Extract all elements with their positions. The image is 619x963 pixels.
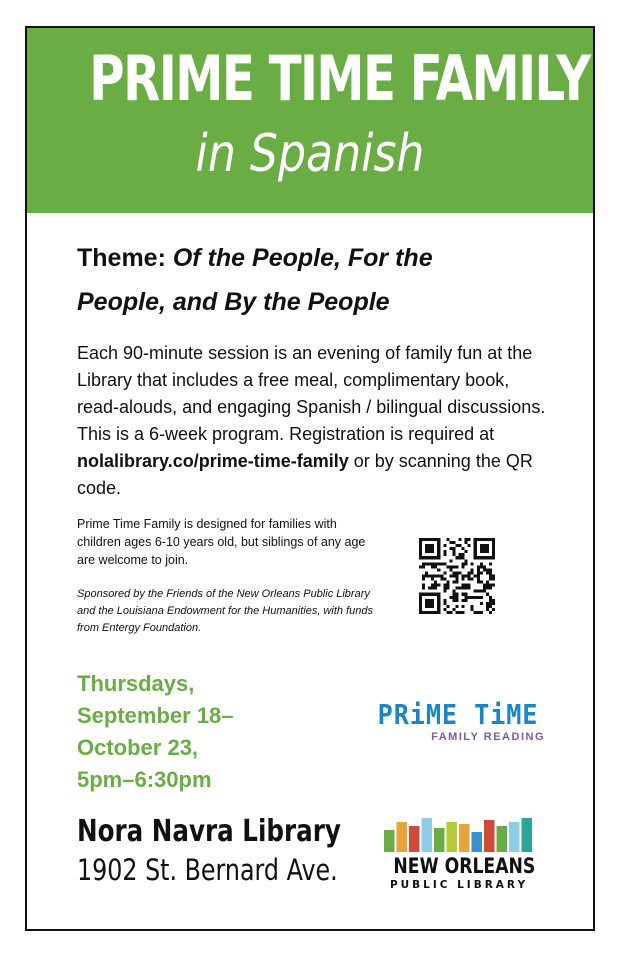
nopl-bars-icon xyxy=(383,818,533,852)
nopl-bar xyxy=(397,822,408,852)
description-text: Each 90-minute session is an evening of family fun at the Library that includes a free meal, complimentary book, read-alouds, and engaging Spanish / bilingual discussions. This is a 6-week program. Registration is required at xyxy=(77,343,546,444)
nopl-bar xyxy=(447,822,458,852)
nopl-bar xyxy=(484,820,495,852)
schedule-start: September 18– xyxy=(77,703,234,728)
schedule-day: Thursdays, xyxy=(77,671,195,696)
title-banner xyxy=(27,28,593,213)
nopl-bar xyxy=(522,818,533,852)
library-name: Nora Navra Library xyxy=(77,814,341,849)
prime-time-logo-text: PRiME TiME xyxy=(377,698,539,731)
description-text-end: or by scanning the QR code. xyxy=(77,451,533,498)
theme-label: Theme: xyxy=(77,244,166,272)
program-title: PRIME TIME FAMILY xyxy=(89,42,590,115)
nopl-bar xyxy=(384,830,395,852)
nopl-bar xyxy=(472,832,483,852)
nopl-bar xyxy=(434,828,445,852)
library-address: 1902 St. Bernard Ave. xyxy=(77,853,338,887)
schedule xyxy=(77,668,357,796)
theme-title-line1: Of the People, For the xyxy=(172,244,433,272)
nopl-bar xyxy=(422,818,433,852)
location xyxy=(77,813,341,889)
eligibility-note: Prime Time Family is designed for families with children ages 6-10 years old, but siblings of any age are welcome to join. xyxy=(77,517,366,567)
prime-time-logo xyxy=(363,700,553,750)
nopl-logo-tagline: PUBLIC LIBRARY xyxy=(389,879,529,891)
nopl-bar xyxy=(409,826,420,852)
prime-time-logo-subtext: FAMILY READING xyxy=(431,731,545,743)
flyer xyxy=(25,26,595,931)
nopl-bar xyxy=(497,826,508,852)
nopl-bar xyxy=(509,822,520,852)
schedule-time: 5pm–6:30pm xyxy=(77,767,212,792)
qr-code-icon[interactable] xyxy=(419,538,495,614)
theme-title-line2: People, and By the People xyxy=(77,288,390,316)
nopl-bar xyxy=(459,824,470,852)
schedule-end: October 23, xyxy=(77,735,199,760)
sponsor-note: Sponsored by the Friends of the New Orleans Public Library and the Louisiana Endowment for the Humanities, with funds from Entergy Foundation. xyxy=(77,588,373,634)
theme-heading xyxy=(77,236,557,324)
nopl-logo xyxy=(379,808,539,908)
registration-link[interactable]: nolalibrary.co/prime-time-family xyxy=(77,451,349,471)
program-subtitle: in Spanish xyxy=(195,124,425,184)
nopl-logo-name: NEW ORLEANS xyxy=(393,854,536,878)
program-description xyxy=(77,340,547,502)
